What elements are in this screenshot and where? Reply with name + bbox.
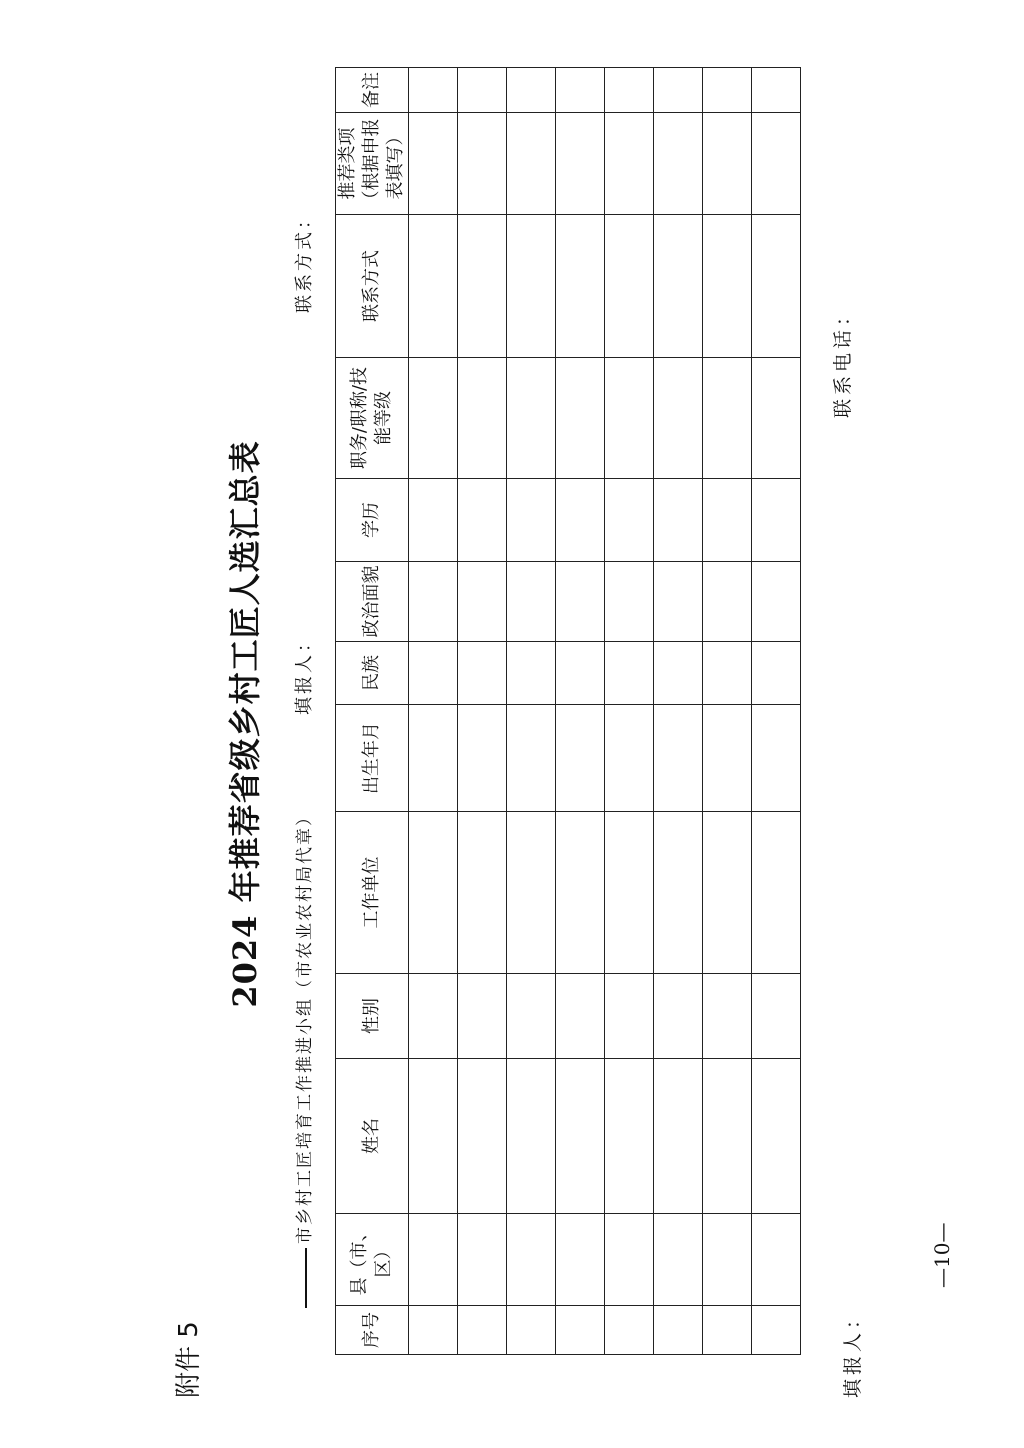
table-cell[interactable]	[556, 113, 605, 215]
header-index: 序号	[336, 1306, 409, 1355]
filler-label-bottom: 填报人：	[842, 1305, 864, 1398]
table-cell[interactable]	[507, 1214, 556, 1306]
table-cell[interactable]	[507, 705, 556, 812]
header-county: 县（市、区）	[336, 1214, 409, 1306]
table-cell[interactable]	[409, 358, 458, 479]
table-cell[interactable]	[556, 562, 605, 642]
table-cell[interactable]	[409, 1214, 458, 1306]
table-cell[interactable]	[605, 812, 654, 974]
table-cell[interactable]	[458, 974, 507, 1059]
table-cell[interactable]	[605, 974, 654, 1059]
table-cell[interactable]	[556, 1306, 605, 1355]
table-cell[interactable]	[507, 974, 556, 1059]
table-cell[interactable]	[752, 705, 801, 812]
table-cell[interactable]	[458, 705, 507, 812]
table-row	[752, 68, 801, 1355]
table-cell[interactable]	[703, 812, 752, 974]
table-cell[interactable]	[703, 562, 752, 642]
table-cell[interactable]	[703, 1306, 752, 1355]
table-cell[interactable]	[752, 113, 801, 215]
table-cell[interactable]	[507, 358, 556, 479]
table-cell[interactable]	[703, 215, 752, 358]
table-cell[interactable]	[654, 479, 703, 562]
table-cell[interactable]	[605, 1059, 654, 1214]
table-cell[interactable]	[556, 358, 605, 479]
table-cell[interactable]	[507, 68, 556, 113]
table-cell[interactable]	[752, 358, 801, 479]
table-cell[interactable]	[752, 812, 801, 974]
table-cell[interactable]	[654, 215, 703, 358]
table-cell[interactable]	[703, 1059, 752, 1214]
table-cell[interactable]	[556, 974, 605, 1059]
table-cell[interactable]	[654, 1306, 703, 1355]
table-cell[interactable]	[409, 562, 458, 642]
table-cell[interactable]	[703, 974, 752, 1059]
table-cell[interactable]	[752, 68, 801, 113]
table-cell[interactable]	[605, 215, 654, 358]
table-cell[interactable]	[703, 358, 752, 479]
table-cell[interactable]	[654, 974, 703, 1059]
table-cell[interactable]	[409, 215, 458, 358]
table-cell[interactable]	[654, 642, 703, 705]
header-education: 学历	[336, 479, 409, 562]
table-header-row	[336, 68, 409, 1355]
table-cell[interactable]	[605, 1214, 654, 1306]
table-cell[interactable]	[458, 113, 507, 215]
table-cell[interactable]	[556, 1214, 605, 1306]
header-title-level: 职务/职称/技能等级	[336, 358, 409, 479]
table-cell[interactable]	[507, 562, 556, 642]
table-cell[interactable]	[752, 1306, 801, 1355]
table-cell[interactable]	[458, 1214, 507, 1306]
table-cell[interactable]	[605, 358, 654, 479]
table-cell[interactable]	[605, 562, 654, 642]
table-row	[654, 68, 703, 1355]
table-cell[interactable]	[507, 812, 556, 974]
table-cell[interactable]	[556, 1059, 605, 1214]
table-cell[interactable]	[409, 1306, 458, 1355]
table-cell[interactable]	[752, 642, 801, 705]
table-cell[interactable]	[605, 642, 654, 705]
table-cell[interactable]	[409, 68, 458, 113]
table-cell[interactable]	[752, 562, 801, 642]
table-cell[interactable]	[458, 215, 507, 358]
organization-text: 市乡村工匠培育工作推进小组（市农业农村局代章）	[295, 807, 315, 1244]
table-cell[interactable]	[752, 1214, 801, 1306]
header-gender: 性别	[336, 974, 409, 1059]
header-name: 姓名	[336, 1059, 409, 1214]
table-cell[interactable]	[556, 812, 605, 974]
table-row	[703, 68, 752, 1355]
header-contact: 联系方式	[336, 215, 409, 358]
table-cell[interactable]	[507, 1059, 556, 1214]
table-cell[interactable]	[605, 68, 654, 113]
table-cell[interactable]	[752, 974, 801, 1059]
table-cell[interactable]	[458, 1059, 507, 1214]
table-cell[interactable]	[507, 215, 556, 358]
table-cell[interactable]	[605, 705, 654, 812]
organization-line	[290, 807, 315, 1308]
summary-table	[335, 67, 801, 1355]
header-workplace: 工作单位	[336, 812, 409, 974]
table-cell[interactable]	[654, 113, 703, 215]
table-cell[interactable]	[556, 705, 605, 812]
header-remarks: 备注	[336, 68, 409, 113]
table-cell[interactable]	[458, 812, 507, 974]
document-title: 2024 年推荐省级乡村工匠人选汇总表	[226, 440, 264, 1008]
table-cell[interactable]	[458, 642, 507, 705]
table-cell[interactable]	[703, 113, 752, 215]
table-cell[interactable]	[556, 479, 605, 562]
table-cell[interactable]	[458, 1306, 507, 1355]
table-cell[interactable]	[556, 215, 605, 358]
header-political-status: 政治面貌	[336, 562, 409, 642]
table-cell[interactable]	[507, 642, 556, 705]
table-cell[interactable]	[703, 479, 752, 562]
header-ethnicity: 民族	[336, 642, 409, 705]
table-cell[interactable]	[654, 562, 703, 642]
table-cell[interactable]	[458, 358, 507, 479]
attachment-label: 附件 5	[174, 1321, 204, 1398]
table-cell[interactable]	[409, 974, 458, 1059]
table-cell[interactable]	[458, 68, 507, 113]
table-cell[interactable]	[752, 1059, 801, 1214]
table-row	[458, 68, 507, 1355]
table-cell[interactable]	[409, 113, 458, 215]
table-cell[interactable]	[409, 1059, 458, 1214]
table-cell[interactable]	[654, 68, 703, 113]
table-cell[interactable]	[654, 1059, 703, 1214]
table-cell[interactable]	[654, 705, 703, 812]
table-cell[interactable]	[409, 812, 458, 974]
contact-phone-label: 联系电话：	[832, 302, 854, 418]
table-cell[interactable]	[605, 113, 654, 215]
table-cell[interactable]	[556, 642, 605, 705]
table-cell[interactable]	[507, 113, 556, 215]
table-cell[interactable]	[752, 479, 801, 562]
table-row	[409, 68, 458, 1355]
table-cell[interactable]	[458, 479, 507, 562]
table-cell[interactable]	[507, 479, 556, 562]
contact-label-top: 联系方式：	[294, 208, 315, 313]
table-row	[556, 68, 605, 1355]
filler-label-top: 填报人：	[294, 631, 315, 715]
table-cell[interactable]	[409, 479, 458, 562]
table-row	[507, 68, 556, 1355]
table-row	[605, 68, 654, 1355]
table-cell[interactable]	[654, 812, 703, 974]
organization-blank	[304, 1248, 307, 1308]
header-category: 推荐类项（根据申报表填写）	[336, 113, 409, 215]
header-birth: 出生年月	[336, 705, 409, 812]
table-cell[interactable]	[605, 1306, 654, 1355]
table-cell[interactable]	[703, 1214, 752, 1306]
table-cell[interactable]	[458, 562, 507, 642]
table-cell[interactable]	[654, 358, 703, 479]
table-cell[interactable]	[703, 642, 752, 705]
table-cell[interactable]	[409, 642, 458, 705]
table-cell[interactable]	[703, 705, 752, 812]
table-cell[interactable]	[605, 479, 654, 562]
table-cell[interactable]	[507, 1306, 556, 1355]
page-number: —10—	[930, 1222, 954, 1288]
table-cell[interactable]	[556, 68, 605, 113]
table-cell[interactable]	[654, 1214, 703, 1306]
table-cell[interactable]	[752, 215, 801, 358]
table-cell[interactable]	[409, 705, 458, 812]
table-cell[interactable]	[703, 68, 752, 113]
